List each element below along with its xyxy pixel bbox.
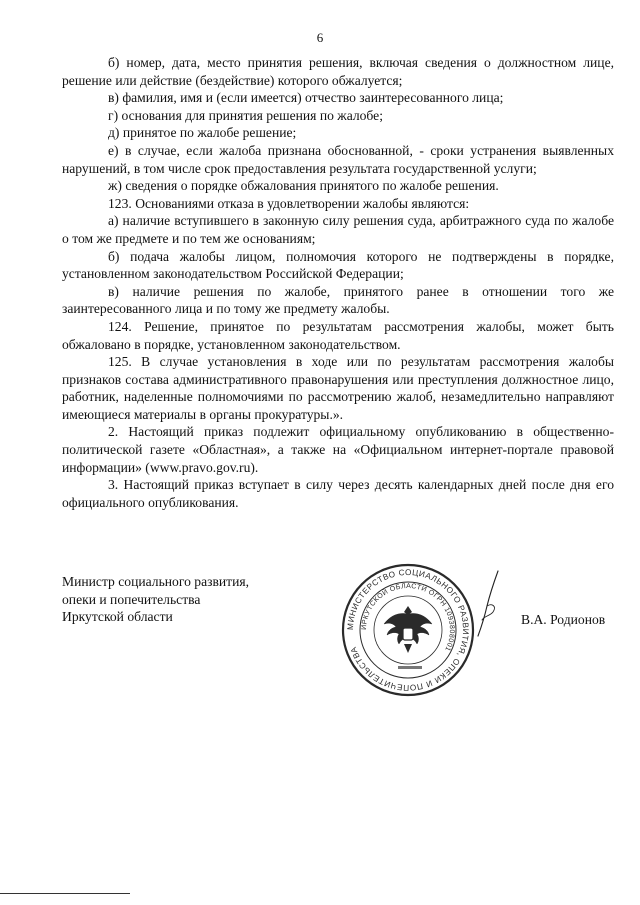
paragraph-6: ж) сведения о порядке обжалования принятого по жалобе решения. <box>108 178 499 194</box>
page-number: 6 <box>316 30 324 45</box>
seal-outer-text: МИНИСТЕРСТВО СОЦИАЛЬНОГО РАЗВИТИЯ, ОПЕКИ И ПОПЕЧИТЕЛЬСТВА <box>345 567 471 693</box>
paragraph-5: е) в случае, если жалоба признана обоснованной, - сроки устранения выявленных нарушений, в том числе срок предоставления результата государственной услуги; <box>62 142 614 176</box>
handwritten-signature <box>468 568 508 640</box>
document-body <box>62 54 614 511</box>
paragraph-9: б) подача жалобы лицом, полномочия которого не подтверждены в порядке, установленном законодательством Российской Федерации; <box>62 248 614 282</box>
signature-position-line-1: Министр социального развития, <box>62 574 250 589</box>
signature-position-line-3: Иркутской области <box>62 609 173 625</box>
footer-rule <box>0 893 130 894</box>
seal-footer-text-smudge <box>398 666 422 669</box>
paragraph-4: д) принятое по жалобе решение; <box>108 125 297 141</box>
paragraph-8: а) наличие вступившего в законную силу решения суда, арбитражного суда по жалобе о том же предмете и по тем же основаниям; <box>62 213 614 246</box>
signature-position-line-2: опеки и попечительства <box>62 591 201 607</box>
official-seal <box>340 562 476 698</box>
paragraph-11: 124. Решение, принятое по результатам рассмотрения жалобы, может быть обжаловано в порядке, установленном законодательством. <box>62 318 614 352</box>
seal-inner-text: ИРКУТСКОЙ ОБЛАСТИ ОГРН 1093808001 <box>360 582 456 653</box>
paragraph-2: в) фамилия, имя и (если имеется) отчество заинтересованного лица; <box>108 90 504 106</box>
paragraph-13: 2. Настоящий приказ подлежит официальному опубликованию в общественно-политической газете «Областная», а также на «Официальном интернет-портале правовой информации» (www.pravo.gov.ru). <box>62 424 614 475</box>
paragraph-3: г) основания для принятия решения по жалобе; <box>108 107 383 123</box>
signature-position <box>62 573 249 626</box>
paragraph-1: б) номер, дата, место принятия решения, включая сведения о должностном лице, решение или действие (бездействие) которого обжалуется; <box>62 55 614 88</box>
signer-name: В.А. Родионов <box>521 612 606 627</box>
paragraph-14: 3. Настоящий приказ вступает в силу через десять календарных дней после дня его официального опубликования. <box>62 477 614 510</box>
paragraph-12: 125. В случае установления в ходе или по результатам рассмотрения жалобы признаков состава административного правонарушения или преступления должностное лицо, работник, наделенные полномочиями по рассмотрению жалоб, незамедлительно направляют имеющиеся материалы в органы прокуратуры.». <box>62 354 614 422</box>
paragraph-10: в) наличие решения по жалобе, принятого ранее в отношении того же заинтересованного лица и по тому же предмету жалобы. <box>62 283 614 317</box>
paragraph-7: 123. Основаниями отказа в удовлетворении жалобы являются: <box>108 195 470 211</box>
eagle-emblem-icon <box>384 606 432 653</box>
